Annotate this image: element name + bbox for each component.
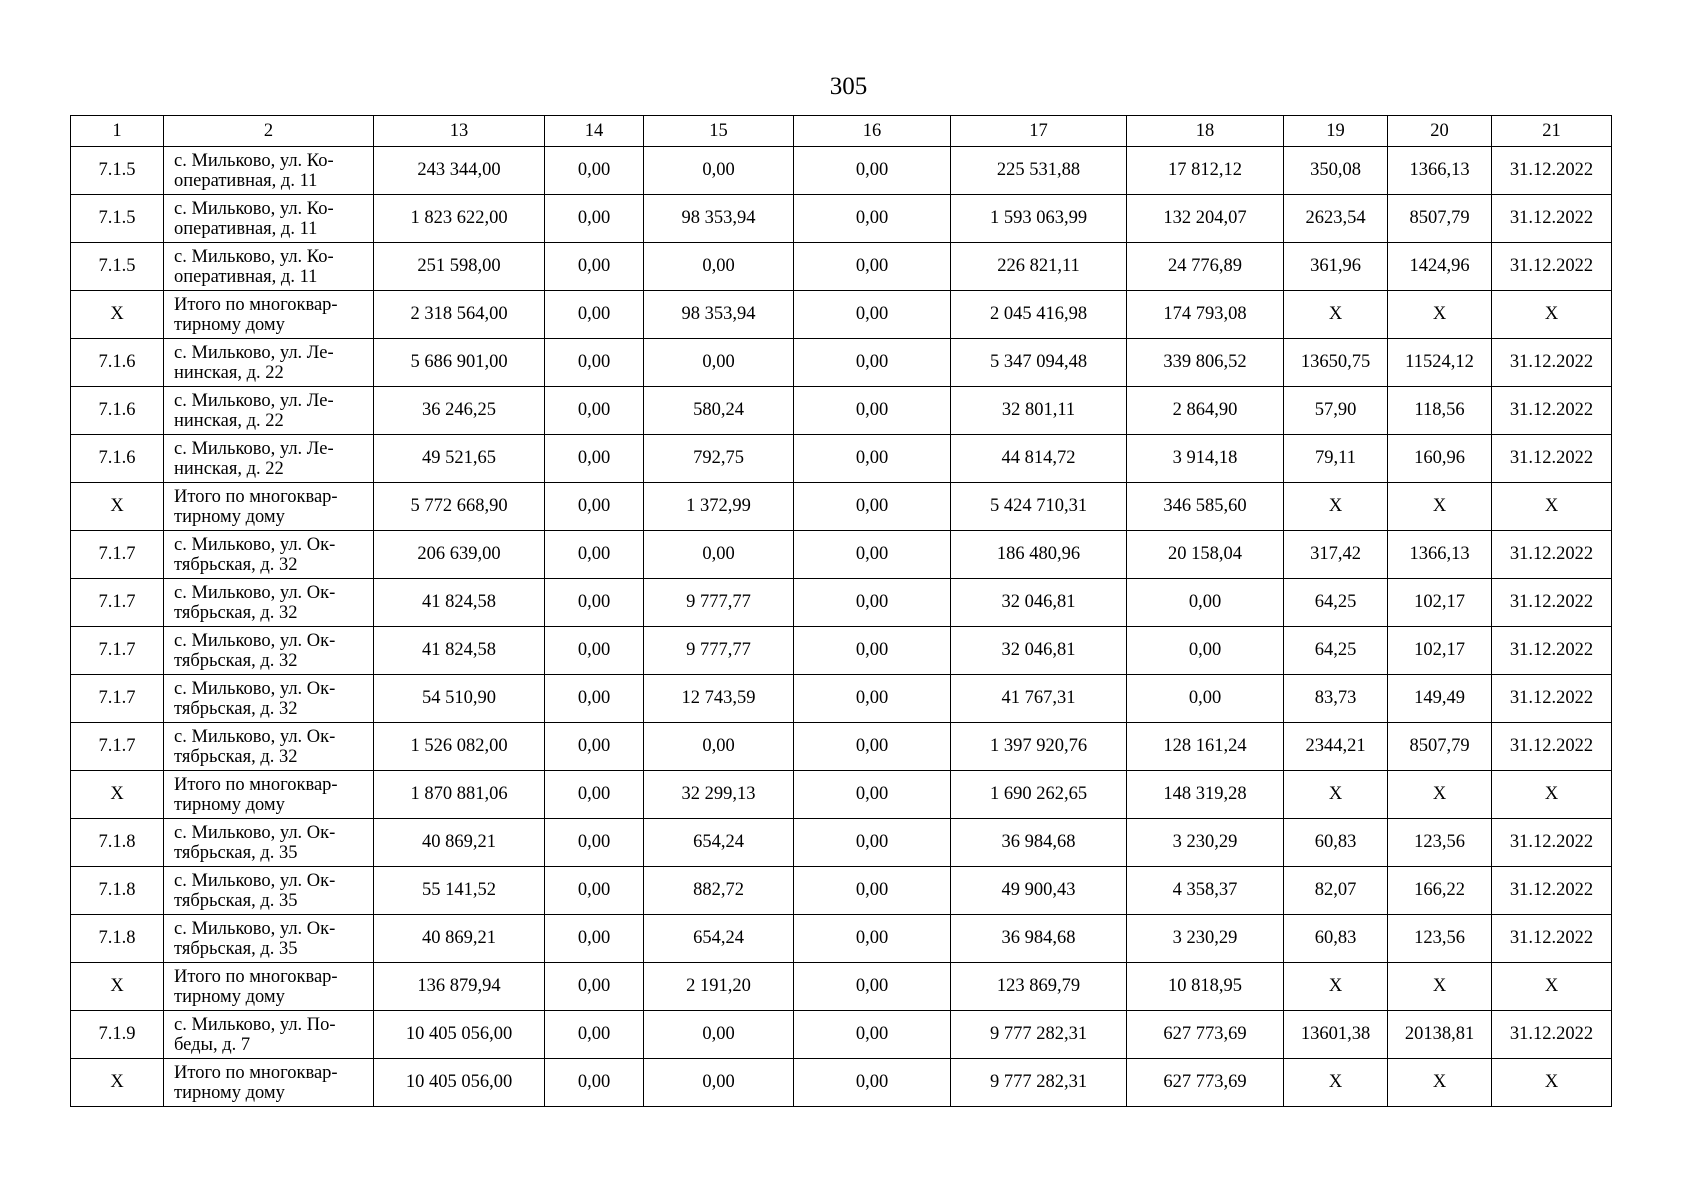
cell-col-20: Х: [1388, 963, 1492, 1011]
table-row: [71, 387, 1612, 435]
cell-item-number: Х: [71, 771, 164, 819]
table-row: [71, 819, 1612, 867]
cell-col-13: 251 598,00: [374, 243, 545, 291]
cell-item-number: 7.1.7: [71, 723, 164, 771]
address-line-1: с. Мильково, ул. Ок-: [174, 678, 336, 699]
table-row: [71, 675, 1612, 723]
address-line-2: нинская, д. 22: [174, 458, 284, 479]
cell-col-21: 31.12.2022: [1492, 195, 1612, 243]
cell-col-21: 31.12.2022: [1492, 1011, 1612, 1059]
cell-item-number: 7.1.5: [71, 243, 164, 291]
address-line-1: с. Мильково, ул. Ок-: [174, 870, 336, 891]
cell-col-21: 31.12.2022: [1492, 387, 1612, 435]
cell-col-14: 0,00: [545, 195, 644, 243]
table-row: [71, 627, 1612, 675]
table-row: [71, 531, 1612, 579]
cell-col-13: 36 246,25: [374, 387, 545, 435]
cell-col-15: 1 372,99: [644, 483, 794, 531]
cell-col-21: 31.12.2022: [1492, 435, 1612, 483]
cell-col-19: Х: [1284, 963, 1388, 1011]
address-line-2: нинская, д. 22: [174, 362, 284, 383]
cell-item-number: 7.1.5: [71, 195, 164, 243]
column-header: 2: [164, 116, 374, 147]
cell-address: [164, 435, 374, 483]
table-row: [71, 915, 1612, 963]
cell-col-21: 31.12.2022: [1492, 531, 1612, 579]
cell-col-19: Х: [1284, 291, 1388, 339]
cell-address: [164, 867, 374, 915]
table-row: [71, 1059, 1612, 1107]
cell-col-21: 31.12.2022: [1492, 723, 1612, 771]
cell-col-20: 1366,13: [1388, 147, 1492, 195]
address-line-2: тирному дому: [174, 506, 285, 527]
cell-col-15: 0,00: [644, 243, 794, 291]
column-header: 13: [374, 116, 545, 147]
cell-col-17: 123 869,79: [951, 963, 1127, 1011]
cell-address: [164, 771, 374, 819]
column-header: 1: [71, 116, 164, 147]
cell-col-19: 60,83: [1284, 915, 1388, 963]
cell-item-number: 7.1.7: [71, 675, 164, 723]
cell-col-16: 0,00: [794, 531, 951, 579]
cell-item-number: 7.1.8: [71, 867, 164, 915]
cell-item-number: 7.1.6: [71, 435, 164, 483]
cell-col-18: 0,00: [1127, 579, 1284, 627]
cell-col-18: 3 230,29: [1127, 819, 1284, 867]
cell-item-number: 7.1.5: [71, 147, 164, 195]
cell-col-17: 226 821,11: [951, 243, 1127, 291]
cell-col-15: 0,00: [644, 147, 794, 195]
cell-col-20: Х: [1388, 771, 1492, 819]
cell-col-17: 36 984,68: [951, 819, 1127, 867]
cell-col-15: 0,00: [644, 1011, 794, 1059]
address-line-2: тирному дому: [174, 314, 285, 335]
cell-item-number: Х: [71, 963, 164, 1011]
cell-col-17: 186 480,96: [951, 531, 1127, 579]
address-line-1: с. Мильково, ул. Ле-: [174, 342, 334, 363]
table-row: [71, 963, 1612, 1011]
address-line-2: оперативная, д. 11: [174, 266, 318, 287]
cell-item-number: 7.1.6: [71, 387, 164, 435]
cell-col-21: 31.12.2022: [1492, 147, 1612, 195]
cell-col-21: 31.12.2022: [1492, 339, 1612, 387]
cell-item-number: Х: [71, 291, 164, 339]
cell-col-18: 627 773,69: [1127, 1011, 1284, 1059]
cell-col-17: 44 814,72: [951, 435, 1127, 483]
cell-address: [164, 531, 374, 579]
address-line-2: тябрьская, д. 32: [174, 698, 298, 719]
cell-col-14: 0,00: [545, 1011, 644, 1059]
cell-col-21: Х: [1492, 771, 1612, 819]
cell-address: [164, 627, 374, 675]
cell-col-14: 0,00: [545, 771, 644, 819]
address-line-2: оперативная, д. 11: [174, 170, 318, 191]
address-line-1: с. Мильково, ул. Ко-: [174, 198, 334, 219]
address-line-1: с. Мильково, ул. Ко-: [174, 246, 334, 267]
cell-col-19: 79,11: [1284, 435, 1388, 483]
cell-col-19: 2344,21: [1284, 723, 1388, 771]
cell-col-15: 792,75: [644, 435, 794, 483]
cell-col-20: 149,49: [1388, 675, 1492, 723]
cell-col-19: 82,07: [1284, 867, 1388, 915]
cell-col-14: 0,00: [545, 291, 644, 339]
cell-col-14: 0,00: [545, 963, 644, 1011]
cell-col-21: 31.12.2022: [1492, 867, 1612, 915]
cell-col-16: 0,00: [794, 243, 951, 291]
cell-col-18: 174 793,08: [1127, 291, 1284, 339]
cell-col-20: Х: [1388, 483, 1492, 531]
cell-col-16: 0,00: [794, 195, 951, 243]
cell-col-18: 346 585,60: [1127, 483, 1284, 531]
cell-col-16: 0,00: [794, 627, 951, 675]
column-header: 21: [1492, 116, 1612, 147]
table-row: [71, 291, 1612, 339]
address-line-1: с. Мильково, ул. По-: [174, 1014, 336, 1035]
cell-col-16: 0,00: [794, 147, 951, 195]
cell-col-19: 57,90: [1284, 387, 1388, 435]
cell-col-21: 31.12.2022: [1492, 243, 1612, 291]
address-line-2: тирному дому: [174, 1082, 285, 1103]
cell-col-19: 64,25: [1284, 627, 1388, 675]
table-row: [71, 195, 1612, 243]
table-row: [71, 243, 1612, 291]
cell-col-14: 0,00: [545, 435, 644, 483]
cell-col-15: 882,72: [644, 867, 794, 915]
cell-col-16: 0,00: [794, 1011, 951, 1059]
cell-col-19: 13601,38: [1284, 1011, 1388, 1059]
cell-col-17: 9 777 282,31: [951, 1059, 1127, 1107]
cell-col-13: 41 824,58: [374, 579, 545, 627]
cell-col-21: 31.12.2022: [1492, 579, 1612, 627]
cell-col-19: 2623,54: [1284, 195, 1388, 243]
address-line-2: тябрьская, д. 32: [174, 650, 298, 671]
table-row: [71, 147, 1612, 195]
cell-col-15: 12 743,59: [644, 675, 794, 723]
cell-col-19: 317,42: [1284, 531, 1388, 579]
cell-col-20: 102,17: [1388, 579, 1492, 627]
cell-col-18: 17 812,12: [1127, 147, 1284, 195]
cell-col-13: 49 521,65: [374, 435, 545, 483]
address-line-2: тябрьская, д. 35: [174, 938, 298, 959]
cell-col-20: 160,96: [1388, 435, 1492, 483]
cell-col-19: Х: [1284, 483, 1388, 531]
header-row: [71, 116, 1612, 147]
cell-col-18: 132 204,07: [1127, 195, 1284, 243]
cell-col-14: 0,00: [545, 483, 644, 531]
cell-col-13: 40 869,21: [374, 819, 545, 867]
address-line-2: беды, д. 7: [174, 1034, 251, 1055]
address-line-2: оперативная, д. 11: [174, 218, 318, 239]
cell-col-18: 627 773,69: [1127, 1059, 1284, 1107]
cell-address: [164, 579, 374, 627]
column-header: 16: [794, 116, 951, 147]
cell-col-20: 123,56: [1388, 915, 1492, 963]
address-line-2: тябрьская, д. 32: [174, 746, 298, 767]
cell-col-17: 5 424 710,31: [951, 483, 1127, 531]
cell-col-16: 0,00: [794, 675, 951, 723]
cell-col-14: 0,00: [545, 147, 644, 195]
cell-col-20: 123,56: [1388, 819, 1492, 867]
cell-col-16: 0,00: [794, 291, 951, 339]
cell-col-16: 0,00: [794, 435, 951, 483]
cell-col-17: 5 347 094,48: [951, 339, 1127, 387]
cell-col-21: 31.12.2022: [1492, 675, 1612, 723]
cell-col-18: 2 864,90: [1127, 387, 1284, 435]
cell-col-18: 128 161,24: [1127, 723, 1284, 771]
cell-col-16: 0,00: [794, 915, 951, 963]
cell-col-17: 1 397 920,76: [951, 723, 1127, 771]
cell-col-15: 0,00: [644, 531, 794, 579]
cell-col-19: 64,25: [1284, 579, 1388, 627]
cell-item-number: 7.1.7: [71, 531, 164, 579]
cell-col-14: 0,00: [545, 387, 644, 435]
address-line-1: с. Мильково, ул. Ок-: [174, 918, 336, 939]
cell-col-13: 1 526 082,00: [374, 723, 545, 771]
address-line-1: с. Мильково, ул. Ок-: [174, 726, 336, 747]
cell-col-14: 0,00: [545, 915, 644, 963]
cell-col-13: 243 344,00: [374, 147, 545, 195]
column-header: 19: [1284, 116, 1388, 147]
cell-col-18: 3 230,29: [1127, 915, 1284, 963]
cell-address: [164, 723, 374, 771]
cell-address: [164, 1011, 374, 1059]
cell-address: [164, 483, 374, 531]
cell-col-18: 339 806,52: [1127, 339, 1284, 387]
cell-col-19: 361,96: [1284, 243, 1388, 291]
cell-col-20: 11524,12: [1388, 339, 1492, 387]
cell-item-number: 7.1.7: [71, 627, 164, 675]
cell-col-16: 0,00: [794, 579, 951, 627]
cell-col-20: 20138,81: [1388, 1011, 1492, 1059]
cell-col-15: 98 353,94: [644, 291, 794, 339]
cell-col-16: 0,00: [794, 723, 951, 771]
address-line-2: тябрьская, д. 32: [174, 602, 298, 623]
cell-col-21: Х: [1492, 483, 1612, 531]
cell-col-20: 166,22: [1388, 867, 1492, 915]
cell-col-21: 31.12.2022: [1492, 819, 1612, 867]
cell-col-14: 0,00: [545, 1059, 644, 1107]
cell-address: [164, 819, 374, 867]
cell-col-17: 36 984,68: [951, 915, 1127, 963]
cell-col-20: 1424,96: [1388, 243, 1492, 291]
cell-col-14: 0,00: [545, 675, 644, 723]
cell-col-20: 8507,79: [1388, 723, 1492, 771]
cell-col-17: 32 046,81: [951, 627, 1127, 675]
cell-col-17: 9 777 282,31: [951, 1011, 1127, 1059]
cell-col-17: 41 767,31: [951, 675, 1127, 723]
cell-col-16: 0,00: [794, 339, 951, 387]
cell-col-18: 3 914,18: [1127, 435, 1284, 483]
cell-col-18: 148 319,28: [1127, 771, 1284, 819]
address-line-1: Итого по многоквар-: [174, 1062, 338, 1083]
cell-col-13: 55 141,52: [374, 867, 545, 915]
cell-col-15: 654,24: [644, 819, 794, 867]
cell-col-18: 4 358,37: [1127, 867, 1284, 915]
cell-address: [164, 291, 374, 339]
cell-col-16: 0,00: [794, 1059, 951, 1107]
cell-col-16: 0,00: [794, 819, 951, 867]
address-line-1: с. Мильково, ул. Ок-: [174, 582, 336, 603]
cell-item-number: Х: [71, 483, 164, 531]
cell-col-17: 1 593 063,99: [951, 195, 1127, 243]
cell-col-16: 0,00: [794, 771, 951, 819]
cell-col-21: Х: [1492, 291, 1612, 339]
cell-col-14: 0,00: [545, 579, 644, 627]
cell-address: [164, 387, 374, 435]
table-row: [71, 1011, 1612, 1059]
cell-col-15: 9 777,77: [644, 579, 794, 627]
cell-col-15: 580,24: [644, 387, 794, 435]
table-row: [71, 771, 1612, 819]
cell-address: [164, 915, 374, 963]
cell-address: [164, 243, 374, 291]
cell-address: [164, 675, 374, 723]
cell-col-20: 118,56: [1388, 387, 1492, 435]
address-line-1: с. Мильково, ул. Ле-: [174, 390, 334, 411]
cell-col-17: 2 045 416,98: [951, 291, 1127, 339]
cell-col-17: 1 690 262,65: [951, 771, 1127, 819]
cell-col-15: 0,00: [644, 339, 794, 387]
address-line-1: с. Мильково, ул. Ок-: [174, 534, 336, 555]
cell-col-14: 0,00: [545, 531, 644, 579]
cell-col-14: 0,00: [545, 723, 644, 771]
cell-col-21: 31.12.2022: [1492, 627, 1612, 675]
cell-col-13: 2 318 564,00: [374, 291, 545, 339]
address-line-1: с. Мильково, ул. Ле-: [174, 438, 334, 459]
cell-col-18: 0,00: [1127, 627, 1284, 675]
cell-col-19: 350,08: [1284, 147, 1388, 195]
table-row: [71, 483, 1612, 531]
cell-col-17: 225 531,88: [951, 147, 1127, 195]
cell-col-19: 13650,75: [1284, 339, 1388, 387]
cell-col-15: 0,00: [644, 723, 794, 771]
address-line-2: нинская, д. 22: [174, 410, 284, 431]
cell-address: [164, 195, 374, 243]
cell-col-16: 0,00: [794, 963, 951, 1011]
cell-col-16: 0,00: [794, 483, 951, 531]
cell-col-13: 5 772 668,90: [374, 483, 545, 531]
cell-col-14: 0,00: [545, 867, 644, 915]
cell-item-number: 7.1.8: [71, 819, 164, 867]
cell-col-20: 1366,13: [1388, 531, 1492, 579]
column-header: 14: [545, 116, 644, 147]
address-line-2: тябрьская, д. 32: [174, 554, 298, 575]
cell-item-number: 7.1.6: [71, 339, 164, 387]
cell-col-19: 83,73: [1284, 675, 1388, 723]
address-line-2: тирному дому: [174, 794, 285, 815]
cell-col-14: 0,00: [545, 819, 644, 867]
cell-col-15: 654,24: [644, 915, 794, 963]
cell-col-18: 0,00: [1127, 675, 1284, 723]
cell-address: [164, 147, 374, 195]
cell-col-14: 0,00: [545, 627, 644, 675]
address-line-1: с. Мильково, ул. Ок-: [174, 822, 336, 843]
cell-item-number: 7.1.8: [71, 915, 164, 963]
cell-col-19: Х: [1284, 771, 1388, 819]
address-line-2: тирному дому: [174, 986, 285, 1007]
cell-address: [164, 963, 374, 1011]
cell-col-15: 2 191,20: [644, 963, 794, 1011]
cell-address: [164, 339, 374, 387]
cell-col-20: 102,17: [1388, 627, 1492, 675]
cell-col-13: 1 823 622,00: [374, 195, 545, 243]
table-row: [71, 579, 1612, 627]
cell-item-number: 7.1.7: [71, 579, 164, 627]
cell-col-14: 0,00: [545, 243, 644, 291]
cell-col-19: Х: [1284, 1059, 1388, 1107]
address-line-1: Итого по многоквар-: [174, 774, 338, 795]
table-row: [71, 435, 1612, 483]
cell-col-16: 0,00: [794, 867, 951, 915]
cell-col-13: 136 879,94: [374, 963, 545, 1011]
cell-col-18: 20 158,04: [1127, 531, 1284, 579]
page-number: 305: [829, 73, 868, 100]
address-line-2: тябрьская, д. 35: [174, 842, 298, 863]
column-header: 17: [951, 116, 1127, 147]
cell-col-15: 9 777,77: [644, 627, 794, 675]
address-line-1: с. Мильково, ул. Ок-: [174, 630, 336, 651]
cell-item-number: Х: [71, 1059, 164, 1107]
cell-address: [164, 1059, 374, 1107]
table-row: [71, 723, 1612, 771]
cell-item-number: 7.1.9: [71, 1011, 164, 1059]
cell-col-13: 40 869,21: [374, 915, 545, 963]
cell-col-21: Х: [1492, 963, 1612, 1011]
cell-col-14: 0,00: [545, 339, 644, 387]
cell-col-21: 31.12.2022: [1492, 915, 1612, 963]
cell-col-18: 24 776,89: [1127, 243, 1284, 291]
table-row: [71, 339, 1612, 387]
address-line-2: тябрьская, д. 35: [174, 890, 298, 911]
cell-col-13: 41 824,58: [374, 627, 545, 675]
address-line-1: Итого по многоквар-: [174, 966, 338, 987]
address-line-1: Итого по многоквар-: [174, 486, 338, 507]
cell-col-21: Х: [1492, 1059, 1612, 1107]
data-table: [70, 115, 1612, 1107]
cell-col-17: 32 801,11: [951, 387, 1127, 435]
cell-col-13: 1 870 881,06: [374, 771, 545, 819]
cell-col-20: Х: [1388, 291, 1492, 339]
cell-col-15: 32 299,13: [644, 771, 794, 819]
cell-col-20: Х: [1388, 1059, 1492, 1107]
cell-col-13: 54 510,90: [374, 675, 545, 723]
cell-col-13: 206 639,00: [374, 531, 545, 579]
address-line-1: Итого по многоквар-: [174, 294, 338, 315]
cell-col-18: 10 818,95: [1127, 963, 1284, 1011]
cell-col-15: 0,00: [644, 1059, 794, 1107]
column-header: 20: [1388, 116, 1492, 147]
cell-col-13: 5 686 901,00: [374, 339, 545, 387]
cell-col-15: 98 353,94: [644, 195, 794, 243]
column-header: 18: [1127, 116, 1284, 147]
table-row: [71, 867, 1612, 915]
cell-col-19: 60,83: [1284, 819, 1388, 867]
cell-col-17: 32 046,81: [951, 579, 1127, 627]
column-header: 15: [644, 116, 794, 147]
cell-col-13: 10 405 056,00: [374, 1059, 545, 1107]
cell-col-16: 0,00: [794, 387, 951, 435]
cell-col-20: 8507,79: [1388, 195, 1492, 243]
cell-col-13: 10 405 056,00: [374, 1011, 545, 1059]
cell-col-17: 49 900,43: [951, 867, 1127, 915]
address-line-1: с. Мильково, ул. Ко-: [174, 150, 334, 171]
